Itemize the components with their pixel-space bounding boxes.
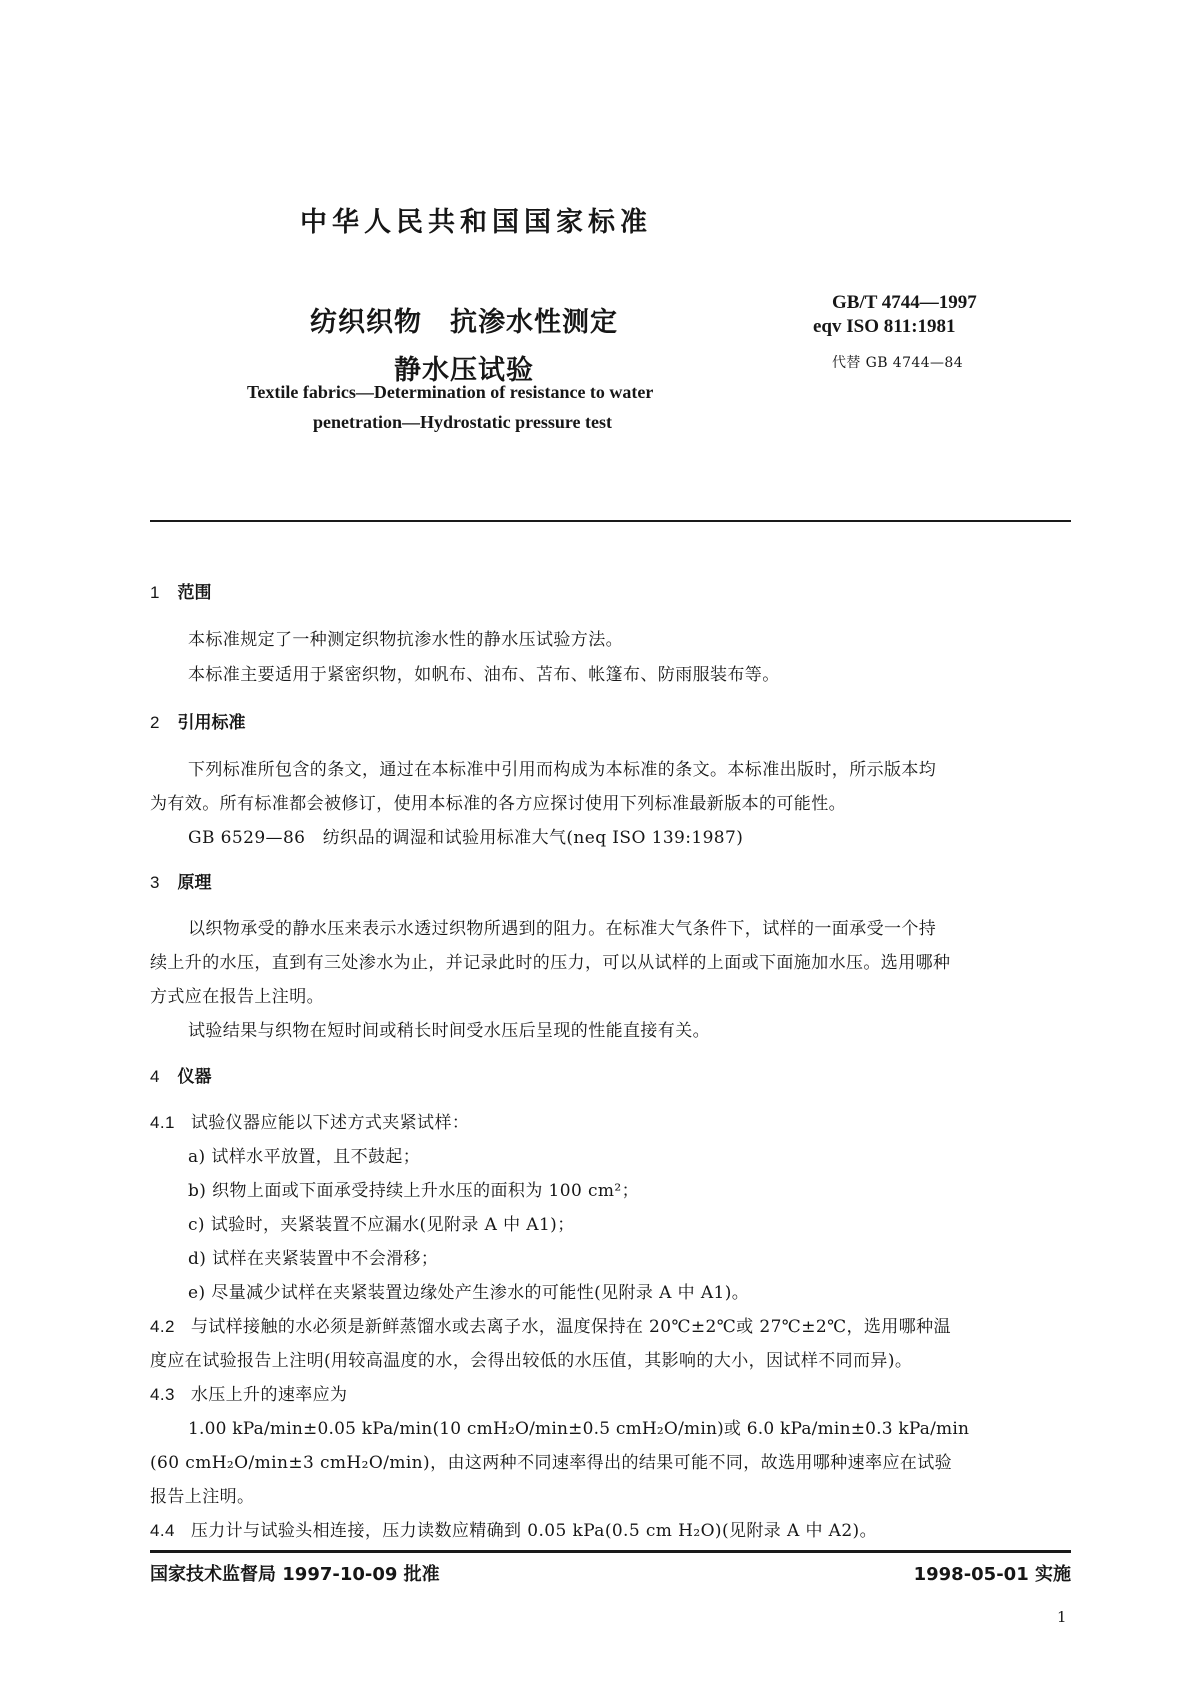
page-number: 1	[1057, 1608, 1067, 1626]
list-item-c: c) 试验时，夹紧装置不应漏水(见附录 A 中 A1)；	[188, 1215, 575, 1235]
standard-number	[832, 292, 977, 314]
clause-4-2-number: 4.2	[150, 1317, 175, 1336]
section-2-paragraph-line1: 下列标准所包含的条文，通过在本标准中引用而构成为本标准的条文。本标准出版时，所示版本均	[188, 760, 937, 780]
section-3-heading	[150, 868, 211, 893]
clause-4-3-line3: 报告上注明。	[150, 1487, 255, 1507]
section-3-paragraph-line2: 续上升的水压，直到有三处渗水为止，并记录此时的压力，可以从试样的上面或下面施加水压。选用哪种	[150, 953, 951, 973]
section-3-paragraph-line1: 以织物承受的静水压来表示水透过织物所遇到的阻力。在标准大气条件下，试样的一面承受一个持	[188, 919, 937, 939]
title-zh-line1: 纺织织物 抗渗水性测定	[310, 307, 618, 338]
section-2-paragraph-line2: 为有效。所有标准都会被修订，使用本标准的各方应探讨使用下列标准最新版本的可能性。	[150, 794, 846, 814]
title-en-line2: penetration—Hydrostatic pressure test	[313, 412, 612, 432]
section-4-title: 仪器	[177, 1067, 212, 1087]
clause-4-2-line2: 度应在试验报告上注明(用较高温度的水，会得出较低的水压值，其影响的大小，因试样不同而异)。	[150, 1351, 913, 1371]
equivalence-note	[813, 316, 956, 338]
section-1-paragraph-2: 本标准主要适用于紧密织物，如帆布、油布、苫布、帐篷布、防雨服装布等。	[188, 665, 780, 685]
clause-4-1	[150, 1108, 469, 1133]
implementation-date: 1998-05-01 实施	[913, 1564, 1071, 1585]
replaces-note: 代替 GB 4744—84	[832, 355, 964, 371]
clause-4-2-line1	[150, 1312, 951, 1337]
clause-4-2-text: 与试样接触的水必须是新鲜蒸馏水或去离子水，温度保持在 20℃±2℃或 27℃±2℃，选用哪种温	[190, 1317, 951, 1337]
section-4-heading	[150, 1062, 211, 1087]
section-1-heading	[150, 578, 211, 603]
clause-4-3-text: 水压上升的速率应为	[190, 1385, 348, 1405]
section-3-title: 原理	[177, 873, 212, 893]
section-1-paragraph-1: 本标准规定了一种测定织物抗渗水性的静水压试验方法。	[188, 630, 623, 650]
footer-rule	[150, 1550, 1071, 1553]
section-2-heading	[150, 708, 245, 733]
approval-date: 国家技术监督局 1997-10-09 批准	[150, 1564, 440, 1585]
section-1-number: 1	[150, 583, 160, 602]
header-rule	[150, 520, 1071, 522]
section-2-title: 引用标准	[177, 713, 246, 733]
clause-4-4	[150, 1516, 877, 1541]
clause-4-3-line1: 1.00 kPa/min±0.05 kPa/min(10 cmH₂O/min±0.5 cmH₂O/min)或 6.0 kPa/min±0.3 kPa/min	[188, 1419, 970, 1439]
standard-number-text: GB/T 4744—1997	[832, 292, 977, 313]
section-4-number: 4	[150, 1067, 160, 1086]
clause-4-3-number: 4.3	[150, 1385, 175, 1404]
equivalence-text: eqv ISO 811:1981	[813, 316, 956, 337]
section-2-number: 2	[150, 713, 160, 732]
clause-4-4-number: 4.4	[150, 1521, 175, 1540]
list-item-a: a) 试样水平放置，且不鼓起；	[188, 1147, 421, 1167]
clause-4-3	[150, 1380, 347, 1405]
clause-4-1-number: 4.1	[150, 1113, 175, 1132]
clause-4-1-text: 试验仪器应能以下述方式夹紧试样：	[190, 1113, 470, 1133]
section-3-paragraph-line3: 方式应在报告上注明。	[150, 987, 324, 1007]
list-item-b: b) 织物上面或下面承受持续上升水压的面积为 100 cm²；	[188, 1181, 640, 1201]
list-item-d: d) 试样在夹紧装置中不会滑移；	[188, 1249, 439, 1269]
list-item-e: e) 尽量减少试样在夹紧装置边缘处产生渗水的可能性(见附录 A 中 A1)。	[188, 1283, 750, 1303]
section-3-number: 3	[150, 873, 160, 892]
clause-4-3-line2: (60 cmH₂O/min±3 cmH₂O/min)，由这两种不同速率得出的结果可能不同，故选用哪种速率应在试验	[150, 1453, 953, 1473]
section-1-title: 范围	[177, 583, 212, 603]
normative-reference: GB 6529—86 纺织品的调湿和试验用标准大气(neq ISO 139:1987)	[188, 828, 744, 848]
national-standard-heading: 中华人民共和国国家标准	[300, 207, 652, 238]
title-en-line1: Textile fabrics—Determination of resistance to water	[247, 382, 654, 402]
title-zh-line2: 静水压试验	[394, 355, 534, 386]
section-3-paragraph-2: 试验结果与织物在短时间或稍长时间受水压后呈现的性能直接有关。	[188, 1021, 710, 1041]
clause-4-4-text: 压力计与试验头相连接，压力读数应精确到 0.05 kPa(0.5 cm H₂O)(见附录 A 中 A2)。	[190, 1521, 877, 1541]
